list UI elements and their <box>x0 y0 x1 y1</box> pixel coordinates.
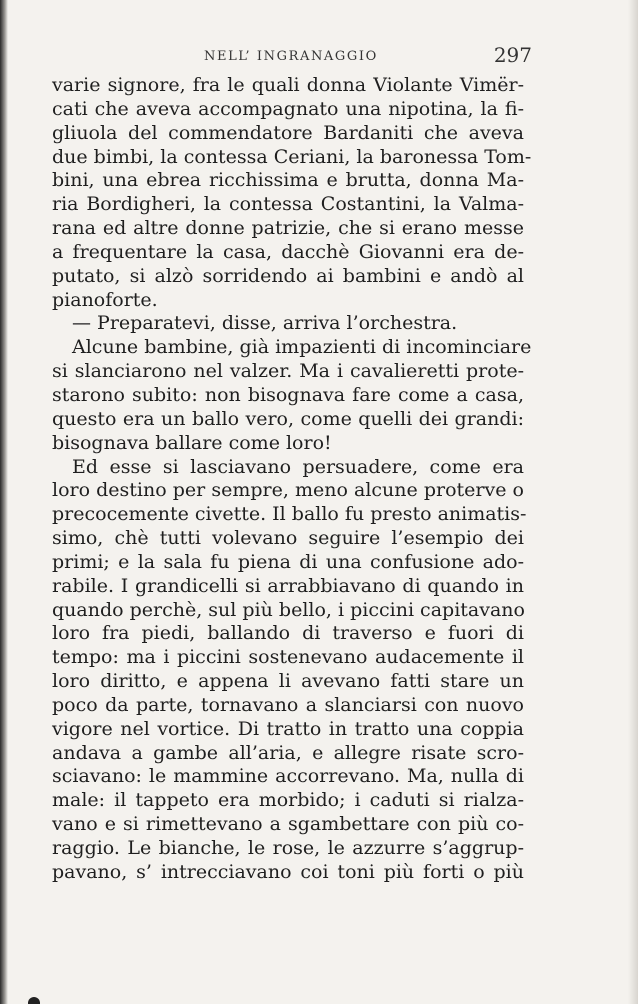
text-line: raggio. Le bianche, le rose, le azzurre s’aggrup- <box>52 837 524 859</box>
text-line: loro destino per sempre, meno alcune proterve o <box>52 479 524 502</box>
text-line: — Preparatevi, disse, arriva l’orchestra. <box>72 312 458 335</box>
text-line: si slanciarono nel valzer. Ma i cavalieretti prote- <box>52 360 524 383</box>
text-line: Ed esse si lasciavano persuadere, come era <box>72 455 524 478</box>
text-line: starono subito: non bisognava fare come a casa, <box>52 383 524 406</box>
text-line: simo, chè tutti volevano seguire l’esempio dei <box>52 527 524 550</box>
text-line: rana ed altre donne patrizie, che si erano messe <box>52 217 524 240</box>
text-line: precocemente civette. Il ballo fu presto animatis- <box>52 503 527 526</box>
text-line: pianoforte. <box>52 288 158 311</box>
text-line: due bimbi, la contessa Ceriani, la baronessa Tom- <box>52 145 532 168</box>
text-line: loro fra piedi, ballando di traverso e fuori di <box>52 622 524 645</box>
text-line: gliuola del commendatore Bardaniti che aveva <box>52 121 524 144</box>
text-line: andava a gambe all’aria, e allegre risate scro- <box>52 741 524 764</box>
text-line: varie signore, fra le quali donna Violante Vimër- <box>52 74 524 96</box>
text-line: vano e si rimettevano a sgambettare con più co- <box>52 813 524 836</box>
page-left-edge <box>0 0 8 1004</box>
page-header <box>52 43 532 68</box>
text-line: sciavano: le mammine accorrevano. Ma, nulla di <box>52 765 524 788</box>
text-line: Alcune bambine, già impazienti di incominciare <box>72 336 532 359</box>
text-line: vigore nel vortice. Di tratto in tratto una coppia <box>52 717 524 740</box>
text-line: a frequentare la casa, dacchè Giovanni era de- <box>52 240 524 263</box>
text-line: rabile. I grandicelli si arrabbiavano di quando in <box>52 574 524 597</box>
text-line: ria Bordigheri, la contessa Costantini, la Valma- <box>52 193 524 216</box>
running-title: NELL’ INGRANAGGIO <box>204 49 378 64</box>
body-text <box>52 74 532 885</box>
text-line: cati che aveva accompagnato una nipotina, la fi- <box>52 97 524 120</box>
text-line: bisognava ballare come loro! <box>52 431 332 454</box>
page-right-edge <box>628 0 638 1004</box>
page-corner-mark <box>28 997 40 1004</box>
text-line: putato, si alzò sorridendo ai bambini e andò al <box>52 264 524 287</box>
text-line: loro diritto, e appena li avevano fatti stare un <box>52 670 524 693</box>
text-line: primi; e la sala fu piena di una confusione ado- <box>52 550 524 573</box>
text-line: bini, una ebrea ricchissima e brutta, donna Ma- <box>52 169 524 192</box>
text-line: tempo: ma i piccini sostenevano audacemente il <box>52 646 524 669</box>
text-line: poco da parte, tornavano a slanciarsi con nuovo <box>52 693 524 716</box>
text-line: pavano, s’ intrecciavano coi toni più forti o più <box>52 860 524 883</box>
text-line: questo era un ballo vero, come quelli dei grandi: <box>52 407 524 430</box>
page-number: 297 <box>493 43 532 67</box>
text-line: male: il tappeto era morbido; i caduti si rialza- <box>52 789 524 812</box>
text-line: quando perchè, sul più bello, i piccini capitavano <box>52 598 525 621</box>
